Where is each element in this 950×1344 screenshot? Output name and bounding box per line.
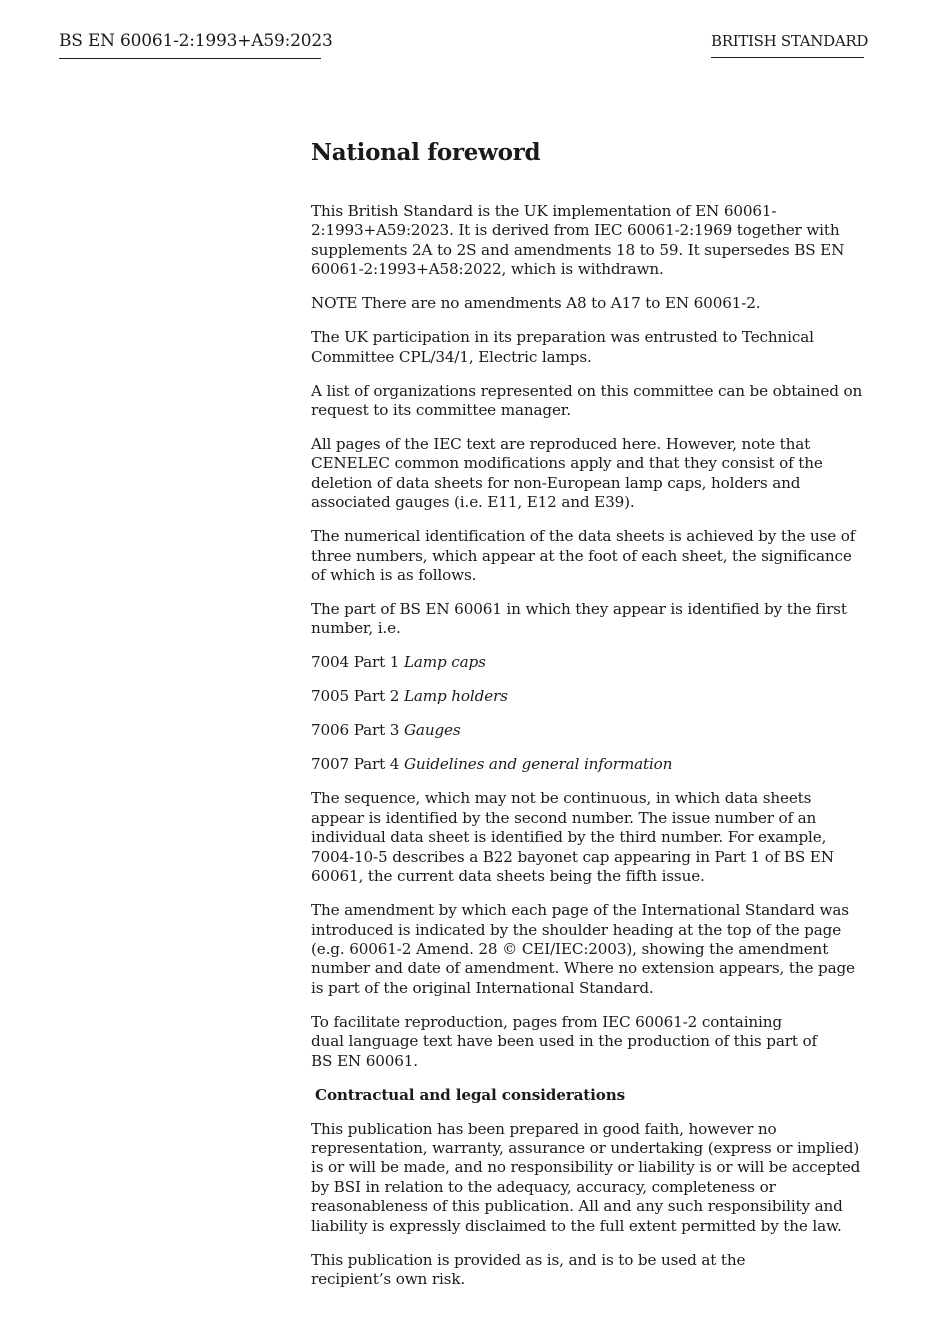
part-name: Guidelines and general information [403,755,673,774]
part-code: 7005 Part 2 [311,687,404,706]
reproduction-line: To facilitate reproduction, pages from IEC 60061-2 containing [311,1012,782,1031]
part-name: Lamp caps [403,653,486,672]
part-number-paragraph: The part of BS EN 60061 in which they appear is identified by the first number, i.e. [311,600,847,638]
iec-text-paragraph: All pages of the IEC text are reproduced here. However, note that CENELEC common modifications apply and that they consist of the deletion of data sheets for non-European lamp caps, holders and associated gauges (i.e. E11, E12 and E39). [311,435,823,512]
part-list-item [311,687,867,706]
reproduction-line: BS EN 60061. [311,1051,418,1070]
identification-paragraph: The numerical identification of the data sheets is achieved by the use of three numbers, which appear at the foot of each sheet, the significance of which is as follows. [311,527,856,585]
contractual-subheading: Contractual and legal considerations [315,1085,626,1104]
part-name: Lamp holders [403,687,508,706]
reproduction-line: dual language text have been used in the production of this part of [311,1032,817,1051]
organizations-paragraph: A list of organizations represented on this committee can be obtained on request to its committee manager. [311,381,863,420]
reproduction-paragraph [311,1013,867,1071]
part-code: 7006 Part 3 [311,721,404,740]
risk-line: recipient’s own risk. [311,1269,466,1288]
part-name: Gauges [403,721,461,740]
part-list-item [311,755,867,774]
sequence-paragraph: The sequence, which may not be continuous, in which data sheets appear is identified by the second number. The issue number of an individual data sheet is identified by the third number. For example, 7004-10-5 describes a B22 bayonet cap appearing in Part 1 of BS EN 60061, the current data sheets being the fifth issue. [311,789,834,886]
good-faith-paragraph: This publication has been prepared in good faith, however no representation, warranty, assurance or undertaking (express or implied) is or will be made, and no responsibility or liability is or will be accepted by BSI in relation to the adequacy, accuracy, completeness or reasonableness of this publication. All and any such responsibility and liability is expressly disclaimed to the full extent permitted by the law. [311,1119,861,1235]
page-title: National foreword [311,139,541,166]
risk-paragraph [311,1251,867,1290]
committee-paragraph: The UK participation in its preparation was entrusted to Technical Committee CPL/34/1, Electric lamps. [311,328,814,366]
part-code: 7007 Part 4 [311,755,404,774]
part-list-item [311,653,867,672]
part-list-item [311,721,867,740]
amendment-heading-paragraph: The amendment by which each page of the International Standard was introduced is indicated by the shoulder heading at the top of the page (e.g. 60061-2 Amend. 28 © CEI/IEC:2003), showing the amendment number and date of amendment. Where no extension appears, the page is part of the original International Standard. [311,901,855,997]
amendments-note: NOTE There are no amendments A8 to A17 to EN 60061-2. [311,294,761,313]
part-code: 7004 Part 1 [311,653,404,672]
document-id-header: BS EN 60061-2:1993+A59:2023 [59,30,321,59]
national-foreword-section [311,138,867,1304]
implementation-paragraph: This British Standard is the UK implementation of EN 60061-2:1993+A59:2023. It is derived from IEC 60061-2:1969 together with supplements 2A to 2S and amendments 18 to 59. It supersedes BS EN 60061-2:1993+A58:2022, which is withdrawn. [311,202,845,279]
series-label-header: BRITISH STANDARD [711,31,864,58]
risk-line: This publication is provided as is, and is to be used at the [311,1250,746,1269]
